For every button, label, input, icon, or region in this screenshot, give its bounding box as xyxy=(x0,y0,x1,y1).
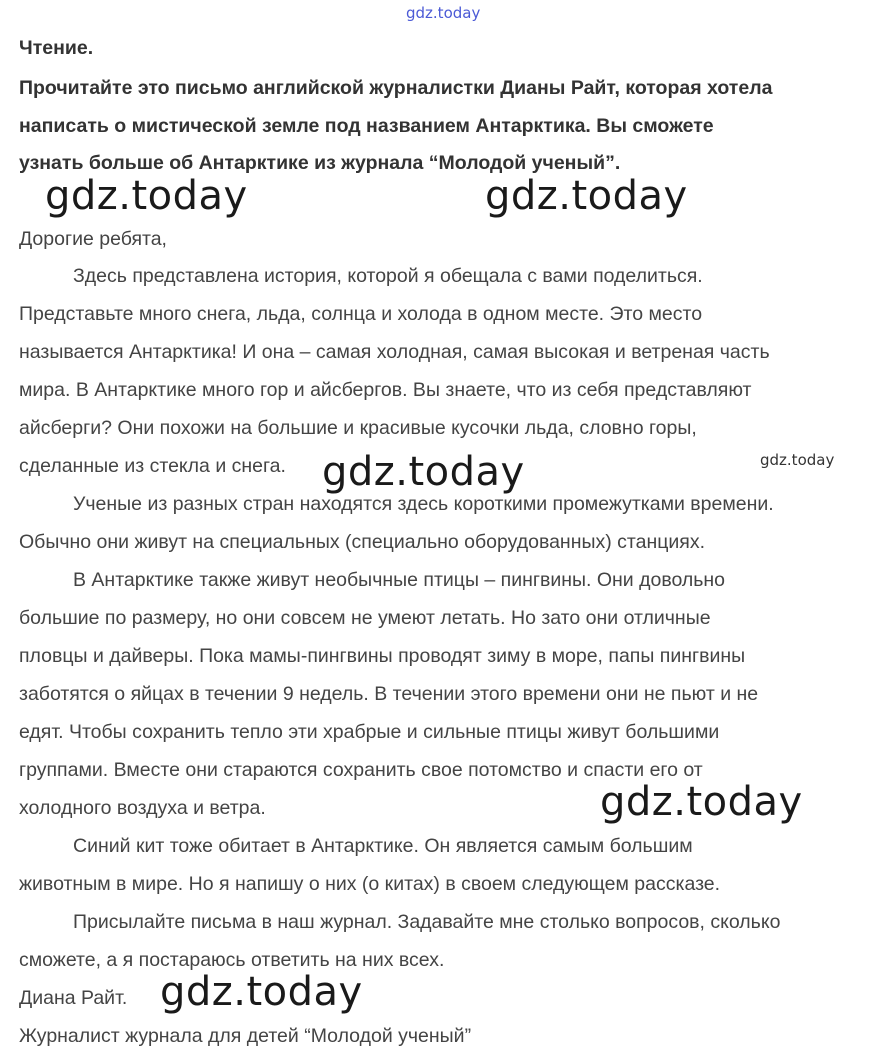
letter-line: айсберги? Они похожи на большие и красивые кусочки льда, словно горы, xyxy=(19,417,697,439)
watermark: gdz.today xyxy=(45,173,248,219)
letter-signature-title: Журналист журнала для детей “Молодой ученый” xyxy=(19,1025,472,1047)
letter-line: сможете, а я постараюсь ответить на них всех. xyxy=(19,949,445,971)
letter-line: заботятся о яйцах в течении 9 недель. В течении этого времени они не пьют и не xyxy=(19,683,759,705)
letter-line: пловцы и дайверы. Пока мамы-пингвины проводят зиму в море, папы пингвины xyxy=(19,645,746,667)
watermark: gdz.today xyxy=(485,173,688,219)
watermark: gdz.today xyxy=(160,969,363,1015)
letter-line: Обычно они живут на специальных (специально оборудованных) станциях. xyxy=(19,531,706,553)
letter-line: группами. Вместе они стараются сохранить свое потомство и спасти его от xyxy=(19,759,703,781)
instruction-line: узнать больше об Антарктике из журнала “Молодой ученый”. xyxy=(19,152,621,174)
watermark-small: gdz.today xyxy=(760,451,835,469)
letter-line: Представьте много снега, льда, солнца и холода в одном месте. Это место xyxy=(19,303,703,325)
letter-signature: Диана Райт. xyxy=(19,987,128,1009)
letter-line: сделанные из стекла и снега. xyxy=(19,455,286,477)
letter-line: Присылайте письма в наш журнал. Задавайте мне столько вопросов, сколько xyxy=(73,911,781,933)
letter-greeting: Дорогие ребята, xyxy=(19,228,167,250)
letter-line: большие по размеру, но они совсем не умеют летать. Но зато они отличные xyxy=(19,607,711,629)
letter-line: называется Антарктика! И она – самая холодная, самая высокая и ветреная часть xyxy=(19,341,770,363)
letter-line: Здесь представлена история, которой я обещала с вами поделиться. xyxy=(73,265,703,287)
letter-line: едят. Чтобы сохранить тепло эти храбрые и сильные птицы живут большими xyxy=(19,721,720,743)
letter-line: животным в мире. Но я напишу о них (о китах) в своем следующем рассказе. xyxy=(19,873,721,895)
instruction-line: Прочитайте это письмо английской журналистки Дианы Райт, которая хотела xyxy=(19,77,773,99)
instruction-line: написать о мистической земле под названием Антарктика. Вы сможете xyxy=(19,115,714,137)
section-title: Чтение. xyxy=(19,37,94,59)
watermark-top: gdz.today xyxy=(406,4,481,22)
letter-line: холодного воздуха и ветра. xyxy=(19,797,266,819)
letter-line: Синий кит тоже обитает в Антарктике. Он является самым большим xyxy=(73,835,693,857)
watermark: gdz.today xyxy=(322,449,525,495)
letter-line: В Антарктике также живут необычные птицы – пингвины. Они довольно xyxy=(73,569,726,591)
letter-line: мира. В Антарктике много гор и айсбергов. Вы знаете, что из себя представляют xyxy=(19,379,752,401)
watermark: gdz.today xyxy=(600,779,803,825)
letter-line: Ученые из разных стран находятся здесь короткими промежутками времени. xyxy=(73,493,774,515)
